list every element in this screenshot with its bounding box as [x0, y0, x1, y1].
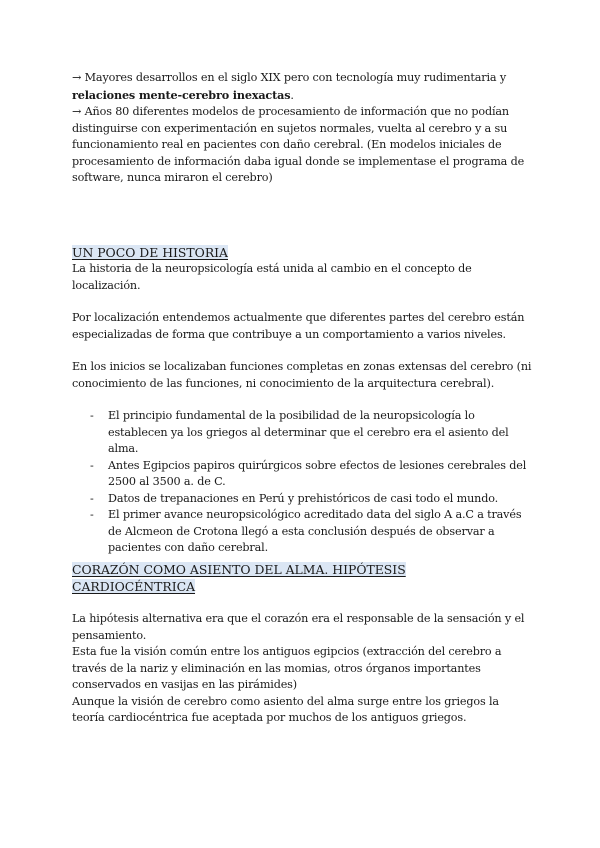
historia-paragraph-3: En los inicios se localizaban funciones completas en zonas extensas del cerebro (ni conocimiento de las funciones, ni conocimiento de la arquitectura cerebral).: [72, 360, 532, 390]
historia-section: [72, 261, 534, 557]
historia-bullet-list: [72, 408, 534, 557]
historia-heading-text: UN POCO DE HISTORIA: [72, 245, 228, 260]
historia-heading: [72, 244, 542, 261]
corazon-heading-text: CORAZÓN COMO ASIENTO DEL ALMA. HIPÓTESIS CARDIOCÉNTRICA: [72, 562, 406, 594]
corazon-heading: [72, 561, 472, 595]
corazon-paragraph-1: La hipótesis alternativa era que el corazón era el responsable de la sensación y el pensamiento.: [72, 612, 525, 642]
intro-paragraph-2: → Años 80 diferentes modelos de procesamiento de información que no podían distinguirse con experimentación en sujetos normales, vuelta al cerebro y a su funcionamiento real en pacientes con daño cerebral. (En modelos iniciales de procesamiento de información daba igual donde se implementase el programa de software, nunca miraron el cerebro): [72, 105, 525, 184]
intro-section: [72, 70, 534, 187]
list-item: - Datos de trepanaciones en Perú y prehistóricos de casi todo el mundo.: [72, 491, 534, 508]
list-item: - Antes Egipcios papiros quirúrgicos sobre efectos de lesiones cerebrales del 2500 al 3500 a. de C.: [72, 458, 534, 491]
list-item: - El primer avance neuropsicológico acreditado data del siglo A a.C a través de Alcmeon de Crotona llegó a esta conclusión después de observar a pacientes con daño cerebral.: [72, 507, 534, 557]
corazon-paragraph-2: Esta fue la visión común entre los antiguos egipcios (extracción del cerebro a través de la nariz y eliminación en las momias, otros órganos importantes conservados en vasijas en las pirámides): [72, 645, 502, 691]
historia-paragraph-2: Por localización entendemos actualmente que diferentes partes del cerebro están especializadas de forma que contribuye a un comportamiento a varios niveles.: [72, 311, 525, 341]
historia-paragraph-1: La historia de la neuropsicología está unida al cambio en el concepto de localización.: [72, 262, 472, 292]
intro-line1-end: .: [290, 88, 294, 102]
list-item: - El principio fundamental de la posibilidad de la neuropsicología lo establecen ya los griegos al determinar que el cerebro era el asiento del alma.: [72, 408, 534, 458]
corazon-paragraph-3: Aunque la visión de cerebro como asiento del alma surge entre los griegos la teoría cardiocéntrica fue aceptada por muchos de los antiguos griegos.: [72, 694, 499, 724]
intro-bold-phrase: relaciones mente-cerebro inexactas: [72, 87, 291, 102]
intro-line1-text: → Mayores desarrollos en el siglo XIX pero con tecnología muy rudimentaria y: [72, 71, 507, 84]
intro-paragraph-1: [72, 70, 534, 104]
corazon-section: [72, 611, 534, 727]
